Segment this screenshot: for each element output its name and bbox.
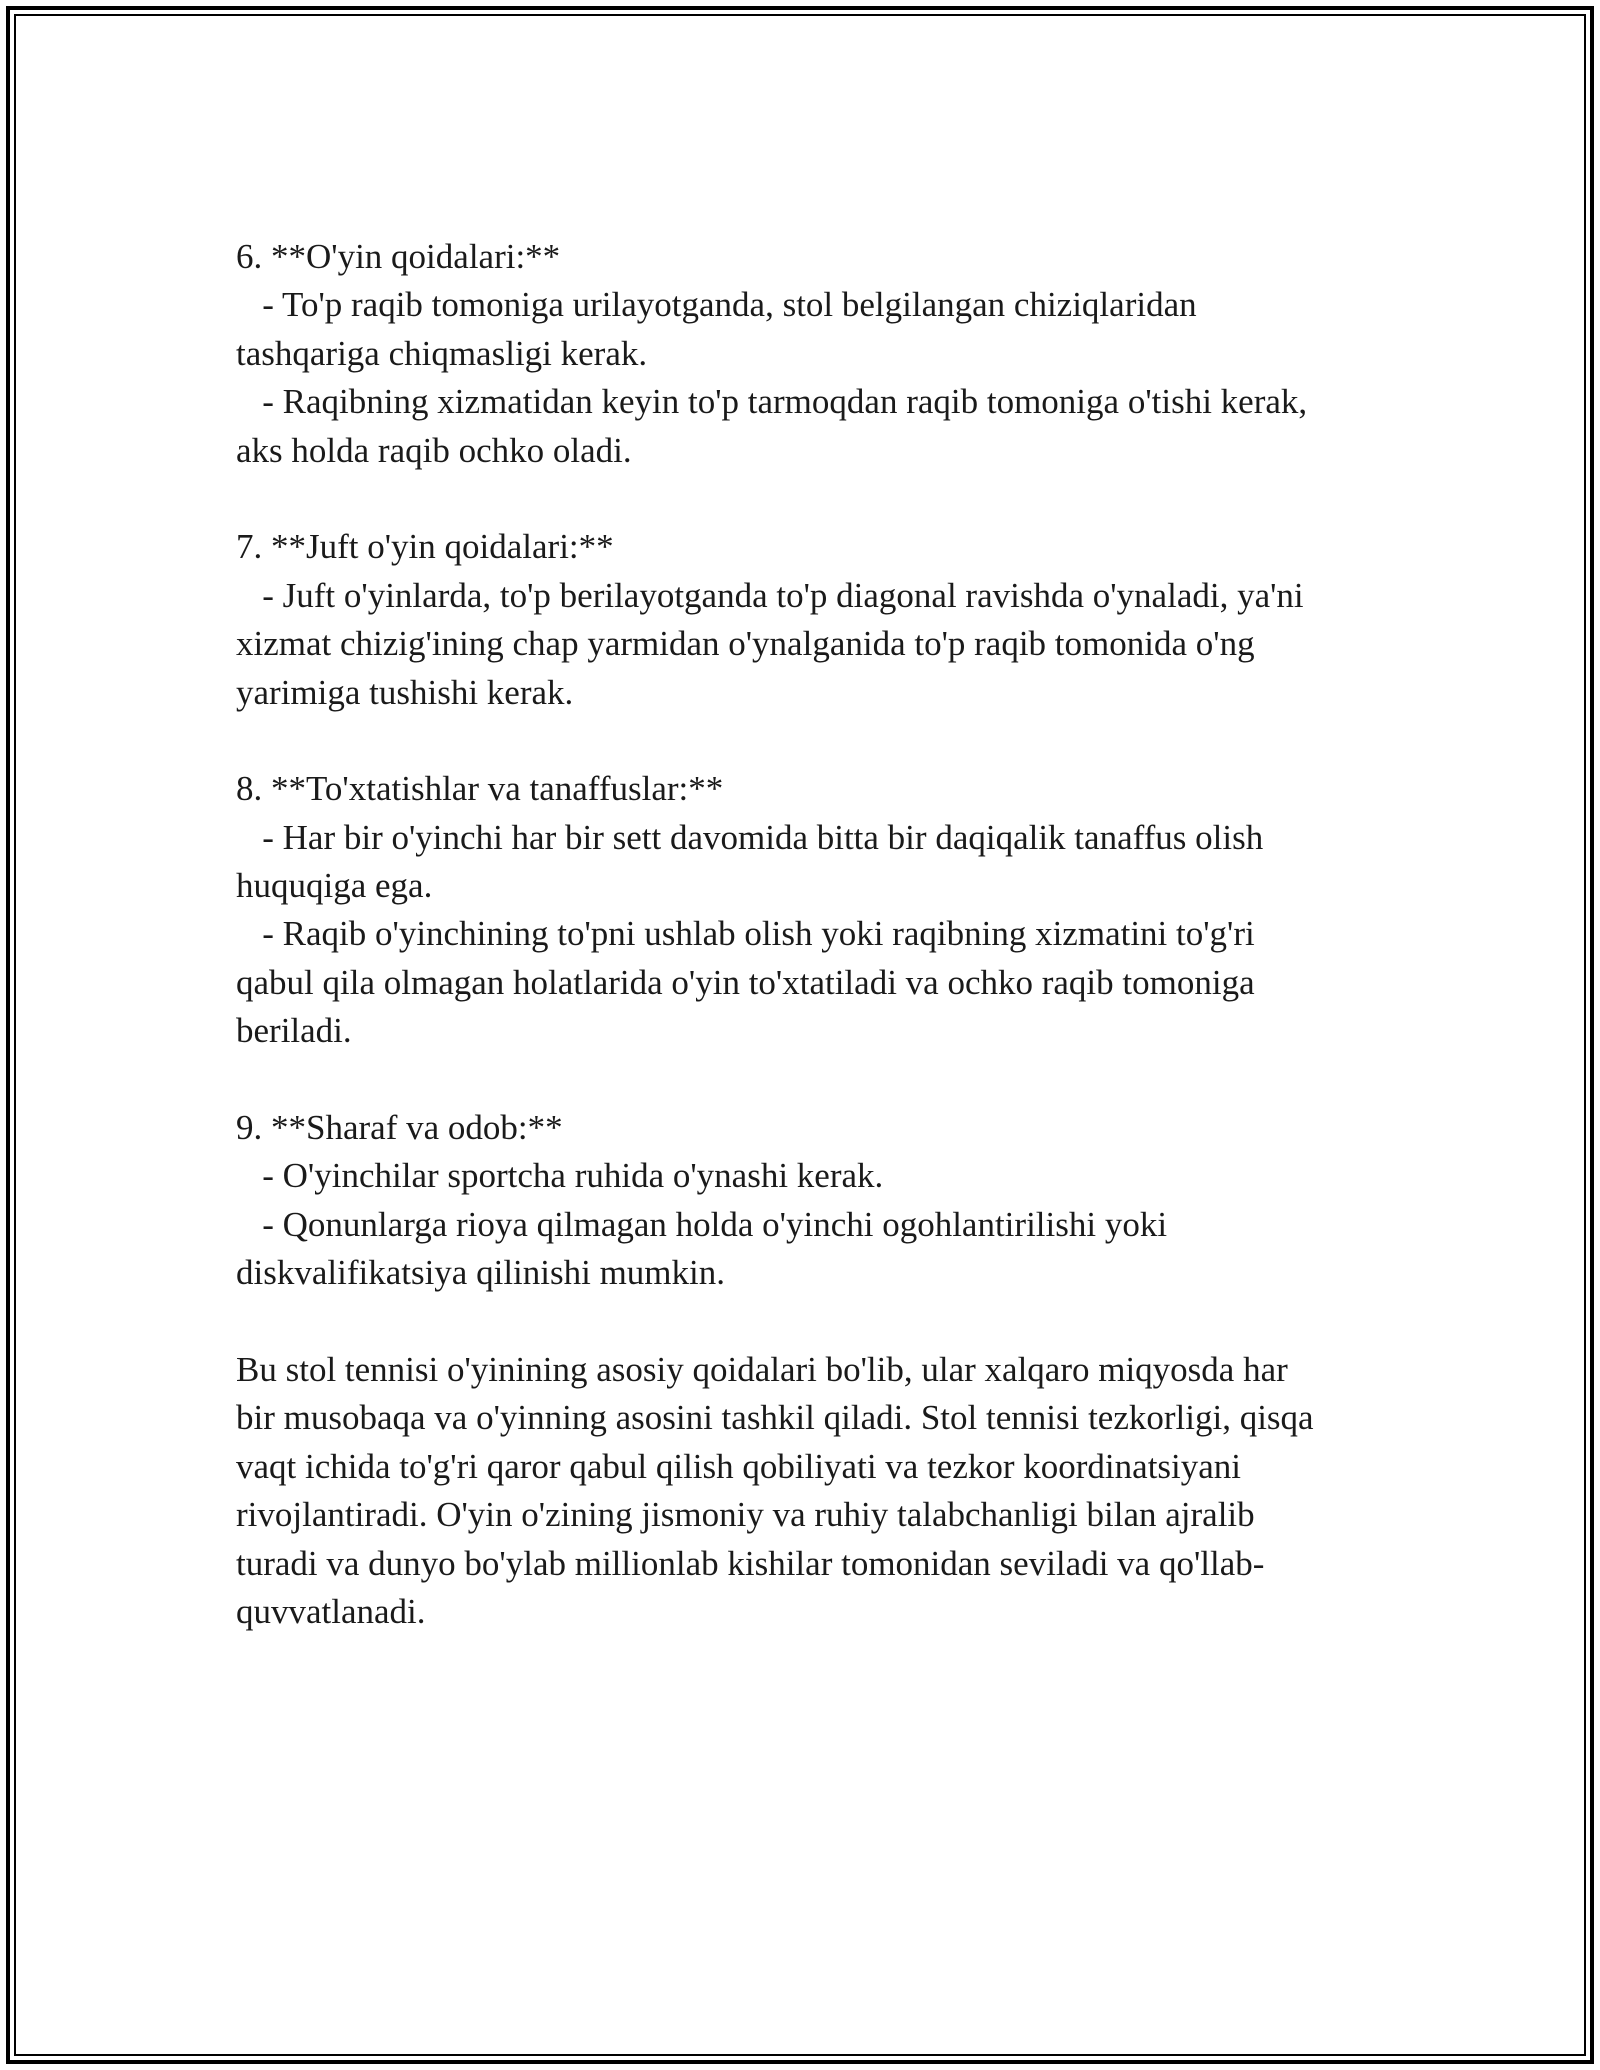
section-line: - Raqib o'yinchining to'pni ushlab olish yoki raqibning xizmatini to'g'ri bbox=[236, 914, 1255, 954]
conclusion-line: turadi va dunyo bo'ylab millionlab kishilar tomonidan seviladi va qo'llab- bbox=[236, 1543, 1265, 1583]
section-line: huquqiga ega. bbox=[236, 866, 433, 906]
section-line: - Raqibning xizmatidan keyin to'p tarmoqdan raqib tomoniga o'tishi kerak, bbox=[236, 382, 1308, 422]
section-line: qabul qila olmagan holatlarida o'yin to'xtatiladi va ochko raqib tomoniga bbox=[236, 962, 1255, 1002]
paragraph-spacer bbox=[236, 1056, 1376, 1104]
section-8 bbox=[236, 765, 1376, 1055]
document-body bbox=[236, 233, 1376, 1636]
section-line: beriladi. bbox=[236, 1011, 352, 1051]
conclusion-line: rivojlantiradi. O'yin o'zining jismoniy va ruhiy talabchanligi bilan ajralib bbox=[236, 1495, 1255, 1535]
conclusion-line: Bu stol tennisi o'yinining asosiy qoidalari bo'lib, ular xalqaro miqyosda har bbox=[236, 1349, 1288, 1389]
conclusion-line: bir musobaqa va o'yinning asosini tashkil qiladi. Stol tennisi tezkorligi, qisqa bbox=[236, 1398, 1314, 1438]
conclusion-line: vaqt ichida to'g'ri qaror qabul qilish qobiliyati va tezkor koordinatsiyani bbox=[236, 1446, 1242, 1486]
section-6 bbox=[236, 233, 1376, 475]
section-line: tashqariga chiqmasligi kerak. bbox=[236, 333, 648, 373]
section-line: diskvalifikatsiya qilinishi mumkin. bbox=[236, 1253, 726, 1293]
section-line: aks holda raqib ochko oladi. bbox=[236, 430, 632, 470]
conclusion-paragraph bbox=[236, 1346, 1376, 1636]
section-line: - Qonunlarga rioya qilmagan holda o'yinchi ogohlantirilishi yoki bbox=[236, 1204, 1168, 1244]
section-line: - O'yinchilar sportcha ruhida o'ynashi kerak. bbox=[236, 1156, 884, 1196]
section-heading: 7. **Juft o'yin qoidalari:** bbox=[236, 527, 614, 567]
section-line: - To'p raqib tomoniga urilayotganda, stol belgilangan chiziqlaridan bbox=[236, 285, 1197, 325]
section-line: yarimiga tushishi kerak. bbox=[236, 672, 574, 712]
paragraph-spacer bbox=[236, 475, 1376, 523]
section-line: - Har bir o'yinchi har bir sett davomida bitta bir daqiqalik tanaffus olish bbox=[236, 817, 1264, 857]
conclusion-line: quvvatlanadi. bbox=[236, 1591, 426, 1631]
section-7 bbox=[236, 523, 1376, 717]
section-line: - Juft o'yinlarda, to'p berilayotganda to'p diagonal ravishda o'ynaladi, ya'ni bbox=[236, 575, 1304, 615]
paragraph-spacer bbox=[236, 1298, 1376, 1346]
section-9 bbox=[236, 1104, 1376, 1298]
section-heading: 6. **O'yin qoidalari:** bbox=[236, 237, 561, 276]
section-heading: 9. **Sharaf va odob:** bbox=[236, 1108, 563, 1148]
section-line: xizmat chizig'ining chap yarmidan o'ynalganida to'p raqib tomonida o'ng bbox=[236, 624, 1255, 664]
paragraph-spacer bbox=[236, 717, 1376, 765]
section-heading: 8. **To'xtatishlar va tanaffuslar:** bbox=[236, 769, 724, 809]
